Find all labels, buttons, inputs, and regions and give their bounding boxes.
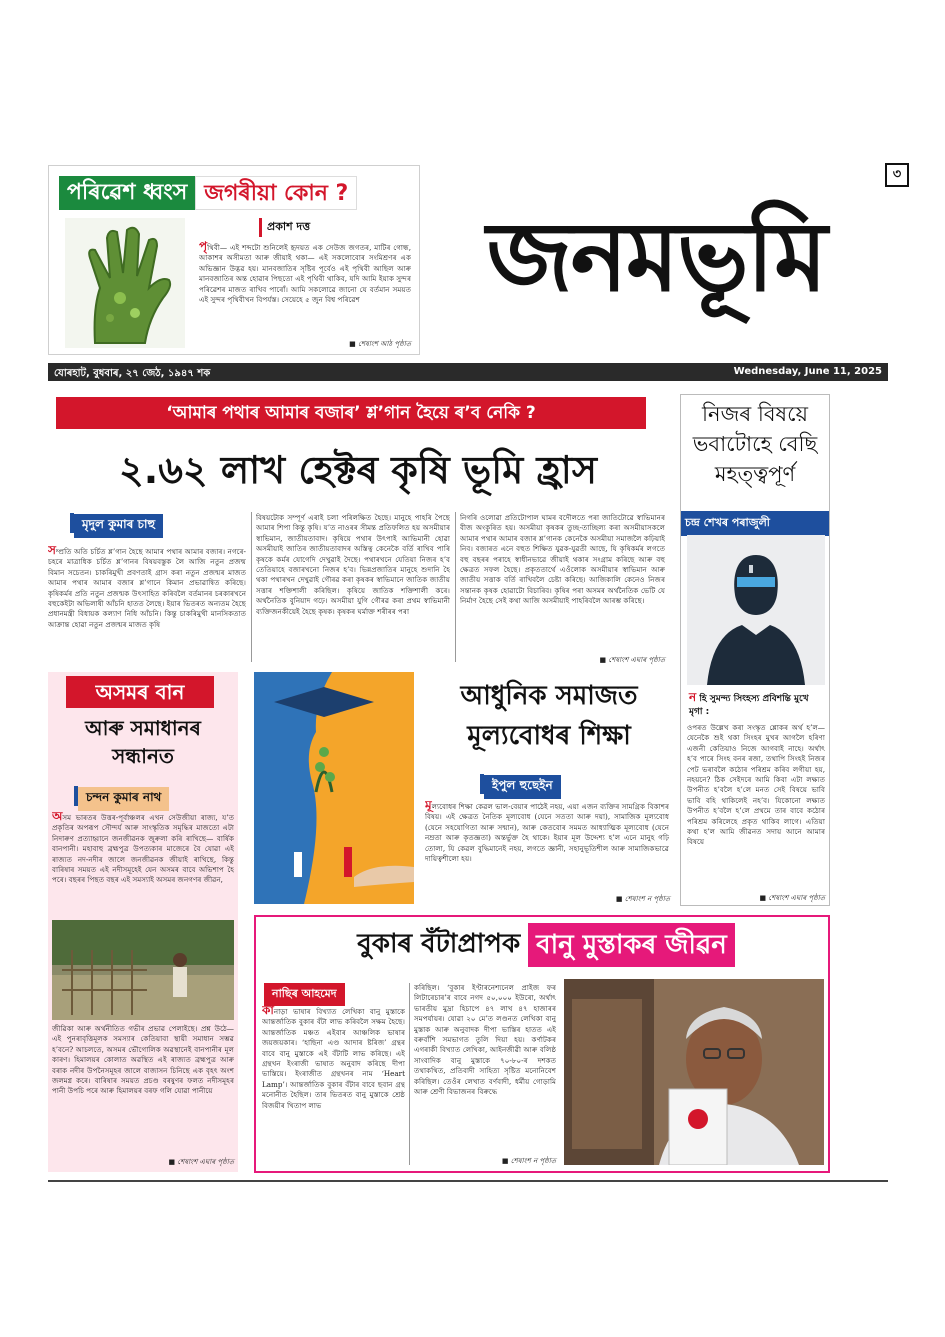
lead-dropcap: স: [48, 545, 56, 557]
booker-title-white: বানু মুস্তাকৰ জীৱন: [528, 923, 735, 967]
edu-title-1: আধুনিক সমাজত: [460, 681, 638, 711]
silhouette-image: [687, 535, 825, 685]
booker-col-2: কৰিছিল। ‘বুকাৰ ইণ্টাৰনেশ্যনেল প্ৰাইজ ফৰ লিটাৰেচাৰ’ৰ বাবে নগদ ৫০,০০০ ইউৰো, অৰ্থাৎ ভাৰতীয় মুদ্ৰা হিচাপে ৪৭ লাখ ৪৭ হাজাৰৰ সমপৰ্যায়ৰ। যোৱা ২০ মে’ত লণ্ডনত লেখিকা বানু মুস্তাক আৰু অনুবাদক দীপা ভাস্তিৰ হাতত এই বৰুবাঁশি সমভাগত তুলি দিয়া হয়। কৰ্ণাটকৰ এগৰাকী বিখ্যাত লেখিকা, আইনজীৱী আৰু বলিষ্ঠ সাংবাদিক বানু মুস্তাকে ৭০-৮০-ৰ দশকত তথাকথিত, প্ৰতিবাদী সাহিত্য সৃষ্টিত মনোনিবেশ কৰিছিল। তেওঁৰ লেখাত বৰ্ণবাদী, ধৰ্মীয় গোড়ামি আৰু শ্ৰেণী বিভাজনৰ বিৰুদ্ধে: [414, 983, 556, 1097]
flood-text-1: [52, 811, 234, 915]
masthead-name: জনমভূমি: [486, 201, 826, 313]
booker-continue[interactable]: ■ শেষাংশ ন পৃষ্ঠাত: [501, 1157, 556, 1165]
teaser-title: [59, 176, 357, 210]
teaser-body: থিবী— এই শব্দটো শুনিলেই হৃদয়ত এক সেউজ জগতৰ, মাটিৰ গোন্ধ, আকাশৰ অসীমতা আৰু জীয়াই থকা— এই সকলোবোৰ সংমিশ্ৰণৰ এক অভিজ্ঞান উদ্ভৱ হয়। মানবজাতিৰ সৃষ্টিৰ পূৰ্বেও এই পৃথিবী আছিল আৰু মানবজাতিৰ অন্ত হোৱাৰ পিছতো এই পৃথিবী থাকিব, যদি আমি ইয়াক সুন্দৰ পৰিৱেশৰ মাজত ৰাখিব পাৰোঁ। আমি সকলোৱে জানো যে বৰ্তমান সময়ত এই সুন্দৰ পৃথিবীখন বিপৰ্যস্ত। সেয়েহে ৫ জুন বিশ্ব পৰিৱেশ: [199, 243, 411, 305]
flood-title-black: আৰু সমাধানৰ সন্ধানত: [85, 716, 201, 768]
lead-byline: [70, 513, 163, 533]
lead-col-2: বিষয়টোক সম্পূৰ্ণ এৰাই চলা পৰিলক্ষিত হৈছে। মানুহে পাহৰি পৈছে আমাৰ শিপা কিন্তু কৃষি। য’ত নাওৰৰ সীমন্ত প্ৰতিফলিত হয় অসমীয়াৰ স্বাভিমান, জাতীয়তাবাদ। কৃষিয়ে পথাৰ উৎপাই আভিমানী হোৱা অসমীয়াই জাতিৰ জাতীয়তাবাদৰ অস্তিত্ব কেনেকৈ বৰ্তি ৰাখিব পাৰি কৃষকে কৰ্মৰ যোগেদি দেখুৱাই দৈছে। পথাৰখনে যেতিয়া নিজৰ হ’ব তেতিয়াহে বজাৰখনো নিজৰ হ’ব। ভিন্নপ্ৰজাতিৰ মানুহে শুদানি হৈ থকা পথাৰখন দেখুৱাই গৌৰৱ কৰা কৃষকৰ স্বাভিমানে জাতিক জাতীয় সত্তাৰ শক্তিশালী কৰিছিল। কৃষিয়ে জাতিক শক্তিশালী কৰে। অৰ্থনৈতিক বুনিয়াদ গঢ়ে। অসমীয়া যুগি গৌৰৱ কৰা প্ৰথম স্বাভিমানী ব্যক্তিজনকীয়েই হৈছে কৃষক। কৃষকৰ ঘৰ্মাক্ত শৰীৰৰ পৰা: [256, 513, 450, 616]
booker-col-sep: [409, 983, 410, 1165]
right-title: নিজৰ বিষয়ে ভবাটোহে বেছি মহত্ত্বপূৰ্ণ: [692, 402, 818, 486]
lead-col-sep-1: [251, 512, 252, 662]
lead-headline: ২.৬২ লাখ হেক্টৰ কৃষি ভূমি হ্ৰাস: [119, 448, 597, 492]
masthead-logo: [436, 182, 876, 332]
flood-text-2: জীৱিকা আৰু অৰ্থনীতিত গভীৰ প্ৰভাৱ পেলাইছে। প্ৰশ্ন উঠে— এই পুনৰাবৃত্তিমূলক সমস্যাৰ কেতিয়াবা স্থায়ী সমাধান সম্ভৱ হ’বনে? আচলতে, অসমৰ ভৌগোলিক অৱস্থানেই বানপানীৰ মূল কাৰণ। হিমালয়ৰ কোলাত অৱস্থিত এই ৰাজ্যত ব্ৰহ্মপুত্ৰ আৰু বৰাক নদীৰ উপনৈসমূহৰ জালে বাজাসন চিনিছে এক বৃহৎ অংশ জলমগ্ন কৰে। বাৰিষাৰ সময়ত প্ৰচণ্ড বৰষুণৰ ফলত নদীসমূহৰ পানী উপচি পৰে আৰু হিমালয়ৰ বৰফ গলি যোৱা পানীয়ে: [52, 1024, 234, 1096]
right-continue[interactable]: ■ শেষাংশ এঘাৰ পৃষ্ঠাত: [759, 894, 825, 902]
flood-continue[interactable]: ■ শেষাংশ এঘাৰ পৃষ্ঠাত: [168, 1158, 234, 1166]
booker-col-1: [262, 1005, 405, 1153]
edu-illustration: [254, 672, 414, 904]
green-hand-image: [65, 218, 185, 348]
teaser-continue[interactable]: ■ শেষাংশ আঠ পৃষ্ঠাত: [349, 340, 411, 348]
bottom-rule: [48, 1180, 888, 1182]
teaser-title-green: পৰিৱেশ ধ্বংস: [59, 176, 195, 210]
flood-author: চন্দন কুমাৰ নাথ: [78, 787, 169, 811]
edu-title-2: মূল্যবোধৰ শিক্ষা: [467, 721, 631, 751]
teaser-title-red: জগৰীয়া কোন ?: [195, 176, 357, 210]
lead-col-3: নিগৰি ওলোৱা প্ৰতিটোপাল ঘামৰ বদৌলতে পৰা জাতিটোৱে স্বাভিমানৰ বীজ অংকুৰিত হয়। অসমীয়া কৃষকৰ তুচ্ছ-তাচ্ছিল্য কৰা অসমীয়াসকলে আমাৰ পথাৰ আমাৰ বজাৰ শ্ল’গানক কেনেকৈ অসমীয়া সমাজলৈ কঢ়িয়াই নিব। বজাৰত এনে বহুত শিক্ষিত যুৱক-যুৱতী আছে, যি কৃষিকৰ্মৰ লগতে বহু বছৰৰ পৰাহে স্বাধীনভাৱে জীয়াই থকাৰ সংগ্ৰাম কৰিছে আৰু বহু ক্ষেত্ৰত সফল হৈছে। প্ৰকৃততাৰ্থে এওঁলোক অসমীয়াৰ স্বাভিমান আৰু জাতীয় সত্তাক বৰ্তি ৰাখিবলৈ চেষ্টা কৰিছে। আজিকালি কেনেও নিজৰ সন্তানক কৃষক হোৱাটো বিচাৰিব। কৃষিৰ পৰা অসমৰ অৰ্থনৈতিক ভেটি যে নিৰ্মাণ হৈছে সেই কথা আজি অসমীয়াই পাহৰিবলৈ আৰম্ভ কৰিছে।: [460, 513, 665, 606]
teaser-text: [199, 241, 411, 337]
page-number: ৩: [885, 163, 909, 187]
booker-byline: নাছিৰ আহমেদ: [264, 983, 345, 1006]
right-lead-line: [689, 691, 825, 719]
booker-title: [256, 921, 828, 969]
teaser-dropcap: পৃ: [199, 241, 208, 253]
right-byline: চন্দ্ৰ শেখৰ পৰাজুলী: [681, 511, 829, 536]
right-dropcap: ন: [689, 690, 697, 704]
edu-title: [425, 676, 673, 756]
booker-dropcap: কা: [262, 1005, 274, 1017]
edu-continue[interactable]: ■ শেষাংশ ন পৃষ্ঠাত: [615, 895, 670, 903]
lead-col1-text: ম্প্ৰতি অতি চৰ্চিত শ্ল’গান হৈছে আমাৰ পথাৰ আমাৰ বজাৰ। নগৰে-চহৰে মাত্ৰাধিক চৰ্চিত শ্ল’গানৰ বিষয়বস্তুক লৈ আজি নতুন প্ৰজন্ম বিমান সচেতন। চাকৰিমুখী প্ৰবণতাই গ্ৰাস কৰা নতুন প্ৰজন্মৰ মাজত আমাৰ পথাৰ আমাৰ বজাৰ শ্ল’গানে কিমান প্ৰভাৱান্বিত কৰিছে। কৃষিকৰ্মৰ প্ৰতি নতুন প্ৰজন্মক উৎসাহিত কৰিবলৈ বৰ্তমানৰ চৰকাৰখনে বহুকেইটা অভিলাষী আঁচনি হাতত লৈছে। ইয়াৰ ভিতৰত অন্যতম হৈছে প্ৰধানমন্ত্ৰী বিধায়ক কল্যাণ নিধি আঁচনি। কিন্তু চাকৰিমুখী মানসিকতাত আক্ৰান্ত হোৱা নতুন প্ৰজন্মৰ মাজত কৃষি: [48, 547, 246, 629]
booker-col1-text: নাড়া ভাষাৰ বিখ্যাত লেখিকা বানু মুস্তাকে আন্তৰ্জাতিক বুকাৰ বঁটা লাভ কৰিবলৈ সক্ষম হৈছে। আন্তৰ্জাতিক মঞ্চত এইবাৰ আঞ্চলিক ভাষাৰ জয়জয়কাৰ। ‘হাছিনা এণ্ড আদাৰ ষ্টৰিজ’ গ্ৰন্থৰ বাবে বানু মুস্তাকে এই বঁটাটি লাভ কৰিছে। এই গ্ৰন্থখন ইংৰাজী ভাষাত অনুবাদ কৰিছে দীপা ভাস্তিয়ে। ইংৰাজীত গ্ৰন্থখনৰ নাম ‘Heart Lamp’। আন্তৰ্জাতিক বুকাৰ বঁটাৰ বাবে ছবান গ্ৰন্থ মনোনীত হৈছিল। তাৰ ভিতৰত বানু মুস্তাকে শ্ৰেষ্ঠ বিজয়ীৰ খিতাপ লাভ: [262, 1007, 405, 1110]
banu-mushtaq-photo: [564, 979, 824, 1165]
flood-byline: [74, 786, 169, 806]
lead-col-1: [48, 545, 246, 665]
dateline-bar: [48, 363, 888, 381]
right-text: ওপৰত উল্লেখ কৰা সংস্কৃত শ্লোকৰ অৰ্থ হ’ল— যেনেকৈ শুই থকা সিংহৰ মুখৰ আগলৈ হৰিণা এজনী কেতিয়াও নিজে আগবাই নাহে। অৰ্থাৎ হ’ব পাৰে সিংহ বনৰ ৰজা, তথাপি সিংহই নিজৰ পেট ভৰাবলৈ কঠোৰ পৰিশ্ৰম কৰিব লগীয়া হয়, নহয়নে? ঠিক সেইদৰে আমি কিবা এটা লক্ষ্যত উপনীত হ’বলৈ হ’লে মনত সেই বিষয়ে ভাবি ভাবি বহি থাকিলেই নহ’ব। যিকোনো লক্ষ্যত উপনীত হ’বলৈ হ’লে প্ৰথমে তাৰ বাবে কঠোৰ পৰিশ্ৰম কৰিলেহে প্ৰকৃত থাকিব লাগে। এতিয়া কথা হ’ল আমি জীৱনত সদায় আনে আমাৰ বিষয়ে: [687, 723, 825, 847]
dateline-left: যোৰহাট, বুধবাৰ, ২৭ জেঠ, ১৯৪৭ শক: [54, 368, 211, 379]
lead-col-sep-2: [455, 512, 456, 662]
lead-author: মৃদুল কুমাৰ চাহু: [74, 514, 163, 538]
right-lead-text: হি সুমন্দ্য সিংহস্য প্ৰবিশন্তি মুখে মৃগা :: [689, 694, 809, 717]
edu-dropcap: মূ: [425, 800, 432, 812]
teaser-box[interactable]: [48, 165, 420, 355]
edu-text: [425, 800, 669, 892]
booker-box: [254, 915, 830, 1173]
flood-box: [48, 672, 238, 1172]
flood-title-red: অসমৰ বান: [66, 676, 214, 708]
booker-title-black: বুকাৰ বঁটাপ্ৰাপক: [357, 929, 521, 959]
lead-kicker: ‘আমাৰ পথাৰ আমাৰ বজাৰ’ শ্ল’গান হৈয়ে ৰ’ব নেকি ?: [56, 397, 646, 429]
flood-text1-body: সম ভাৰতৰ উত্তৰ-পূৰ্বাঞ্চলৰ এখন সেউজীয়া ৰাজ্য, য’ত প্ৰকৃতিৰ অপৰূপ সৌন্দৰ্য আৰু সাংস্কৃতিক সমৃদ্ধিৰ মাজতো এটা নিদাৰুণ প্ৰত্যাহ্বানে জনজীৱনক জুৰুলা কৰি ৰাখিছে— বাৰ্ষিক বানপানী। মহাবাহু ব্ৰহ্মপুত্ৰ উপত্যকাৰ মাজেৰে বৈ যোৱা এই ৰাজ্যত নদ-নদীৰ জালে জনজীৱনক জীয়াই ৰাখিছে, কিন্তু বাৰিষাৰ সময়ত এই নদীসমূহেই যেন অসমৰ বাবে অভিশাপ হৈ পৰে। বছৰৰ পিছত বছৰ এই সমস্যাই অসমৰ জনগণৰ জীৱন,: [52, 813, 234, 885]
flood-dropcap: অ: [52, 811, 63, 823]
edu-author: ইপুল হুছেইন: [484, 775, 561, 799]
flood-photo: [52, 920, 234, 1020]
dateline-right: Wednesday, June 11, 2025: [733, 366, 882, 377]
edu-byline: [480, 774, 561, 794]
lead-continue[interactable]: ■ শেষাংশ এঘাৰ পৃষ্ঠাত: [599, 656, 665, 664]
edu-text-body: ল্যবোধৰ শিক্ষা কেৱল ভাল-বেয়াৰ পাঠেই নহয়, এয়া এজন ব্যক্তিৰ সামগ্ৰিক বিকাশৰ বিষয়। এই ক্ষেত্ৰত নৈতিক মূল্যবোধ (যেনে সততা আৰু দয়া), সামাজিক মূল্যবোধ (যেনে সহযোগিতা আৰু সন্মান), আৰু কেতবোৰ সমমত আধ্যাত্মিক মূল্যবোধ (যেনে নম্ৰতা আৰু কৃতজ্ঞতা) অন্তৰ্ভুক্ত হৈ থাকে। ইয়াৰ মূল উদ্দেশ্য হ’ল এনে মানুহ গঢ়ি তোলা, যি কেৱল বুদ্ধিমানেই নহয়, লগতে জ্ঞানী, সহানুভূতিশীল আৰু সামাজিকভাৱে দায়িত্বশীলো হয়।: [425, 802, 669, 864]
right-column: [680, 394, 830, 906]
teaser-author: প্ৰকাশ দত্ত: [259, 218, 310, 237]
